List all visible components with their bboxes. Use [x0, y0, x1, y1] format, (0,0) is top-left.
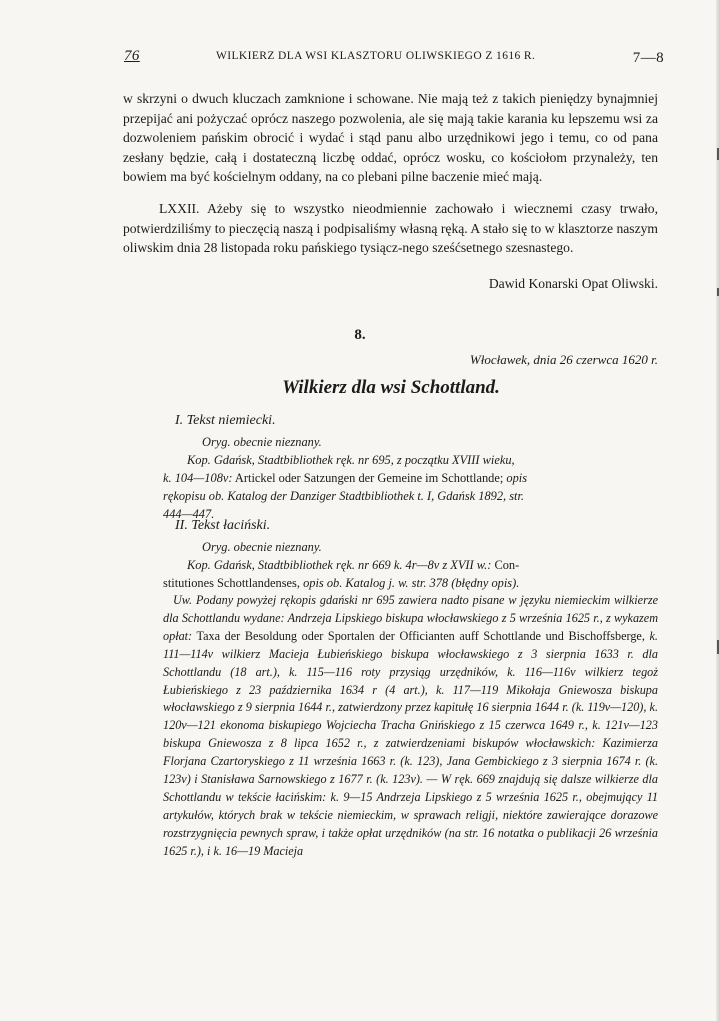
page-number: 76: [124, 48, 140, 64]
section2-kop-title: stitutiones Schottlandenses,: [163, 576, 300, 590]
note-part-1: Uw. Podany powyżej rękopis gdański nr 695 zawiera nadto pisane w języku niemieckim wilkierze dla Schottlandu wydane: Andrzeja Lipskiego biskupa włocławskiego z 5 września 1625 r., z wykazem opłat:: [163, 593, 658, 643]
section-range: 7—8: [632, 50, 664, 66]
scan-mark: [717, 148, 719, 160]
note-part-3: k. 111—114v wilkierz Macieja Łubieńskiego biskupa włocławskiego z 3 sierpnia 1633 r. dla Schottlandu (18 art.), k. 115—116 roty przysiąg urzędników, k. 116—116v wilkierz tegoż Łubieńskiego z 23 października 1634 r (4 art.), k. 117—119 Mikołaja Gniewosza biskupa włocławskiego z 9 sierpnia 1644 r., zatwierdzony przez kapitułę 16 sierpnia 1644 r. (k. 119v—120), k. 120v—121 ekonoma biskupiego Wojciecha Tracha Gnińskiego z 15 czerwca 1649 r., k. 121v—123 biskupa Gniewosza z 8 lipca 1652 r., z zatwierdzeniami biskupów włocławskich: Kazimierza Florjana Czartoryskiego z 11 września 1663 r. (k. 123), Jana Gembickiego z 3 sierpnia 1674 r. (k. 123v) i Stanisława Sarnowskiego z 1677 r. (k. 123v). — W ręk. 669 znajdują się dalsze wilkierze dla Schottlandu w tekście łacińskim: k. 9—15 Andrzeja Lipskiego z 5 września 1625 r., obejmujący 11 artykułów, których brak w tekście niemieckim, w sprawach religji, niektóre zawierające dorazowe rozstrzygnięcia pewnych spraw, i także opłat urzędników (na str. 16 notatka o publikacji 26 września 1625 r.), i k. 16—19 Macieja: [163, 628, 658, 858]
section2-kop-opis: opis ob. Katalog j. w. str. 378 (błędny opis).: [299, 576, 520, 590]
section1-oryg: Oryg. obecnie nieznany.: [202, 435, 322, 449]
section2-kop-line1: [187, 556, 519, 574]
section2-oryg: Oryg. obecnie nieznany.: [202, 540, 322, 554]
scan-mark: [717, 288, 719, 296]
paragraph-1: w skrzyni o dwuch kluczach zamknione i schowane. Nie mają też z takich pieniędzy bynajmniej przepijać ani pożyczać oprócz naszego pozwolenia, ale się mają takie karania ku lepszemu wsi za dozwoleniem pańskim obrocić i wydać i stąd panu albo urzędnikowi jego i temu, co od pana zesłany będzie, całą i dostateczną liczbę oddać, oprócz wosku, co kościołom przynależy, ten bowiem ma być kościelnym oddany, na co plebani pilne baczenie mieć mają.: [123, 91, 658, 184]
section1-kop-line4: 444—447.: [163, 507, 215, 521]
section2-kop-con: Con-: [491, 558, 520, 572]
document-number: 8.: [354, 327, 366, 343]
section1-kop-line1: Kop. Gdańsk, Stadtbibliothek ręk. nr 695, z początku XVIII wieku,: [187, 453, 515, 467]
document-title: Wilkierz dla wsi Schottland.: [282, 377, 500, 398]
section1-kop-title: Artickel oder Satzungen der Gemeine im Schottlande;: [232, 471, 504, 485]
scan-mark: [717, 640, 719, 654]
section1-kop-opis: opis: [503, 471, 528, 485]
section1-kop-folio: k. 104—108v:: [163, 471, 233, 485]
section1-kop-line2: [163, 469, 527, 487]
section-heading-german: I. Tekst niemiecki.: [175, 413, 276, 428]
running-title: WILKIERZ DLA WSI KLASZTORU OLIWSKIEGO Z 1616 R.: [216, 50, 536, 62]
signature: Dawid Konarski Opat Oliwski.: [488, 276, 658, 291]
section2-kop-source: Kop. Gdańsk, Stadtbibliothek ręk. nr 669 k. 4r—8v z XVII w.:: [187, 558, 492, 572]
section-heading-latin: II. Tekst łaciński.: [175, 518, 271, 533]
editorial-note: [163, 592, 658, 861]
place-date: Włocławek, dnia 26 czerwca 1620 r.: [469, 352, 658, 367]
running-header: [124, 48, 664, 70]
section2-kop-line2: [163, 574, 519, 592]
note-part-2: Taxa der Besoldung oder Sportalen der Officianten auff Schottlande und Bischoffsberge,: [192, 628, 645, 643]
section1-kop-line3: rękopisu ob. Katalog der Danziger Stadtbibliothek t. I, Gdańsk 1892, str.: [163, 489, 525, 503]
paragraph-2: LXXII. Ażeby się to wszystko nieodmiennie zachowało i wiecznemi czasy trwało, potwierdziliśmy to pieczęcią naszą i podpisaliśmy własną ręką. A stało się to w klasztorze naszym oliwskim dnia 28 listopada roku pańskiego tysiącz-nego sześćsetnego szesnastego.: [123, 201, 658, 255]
